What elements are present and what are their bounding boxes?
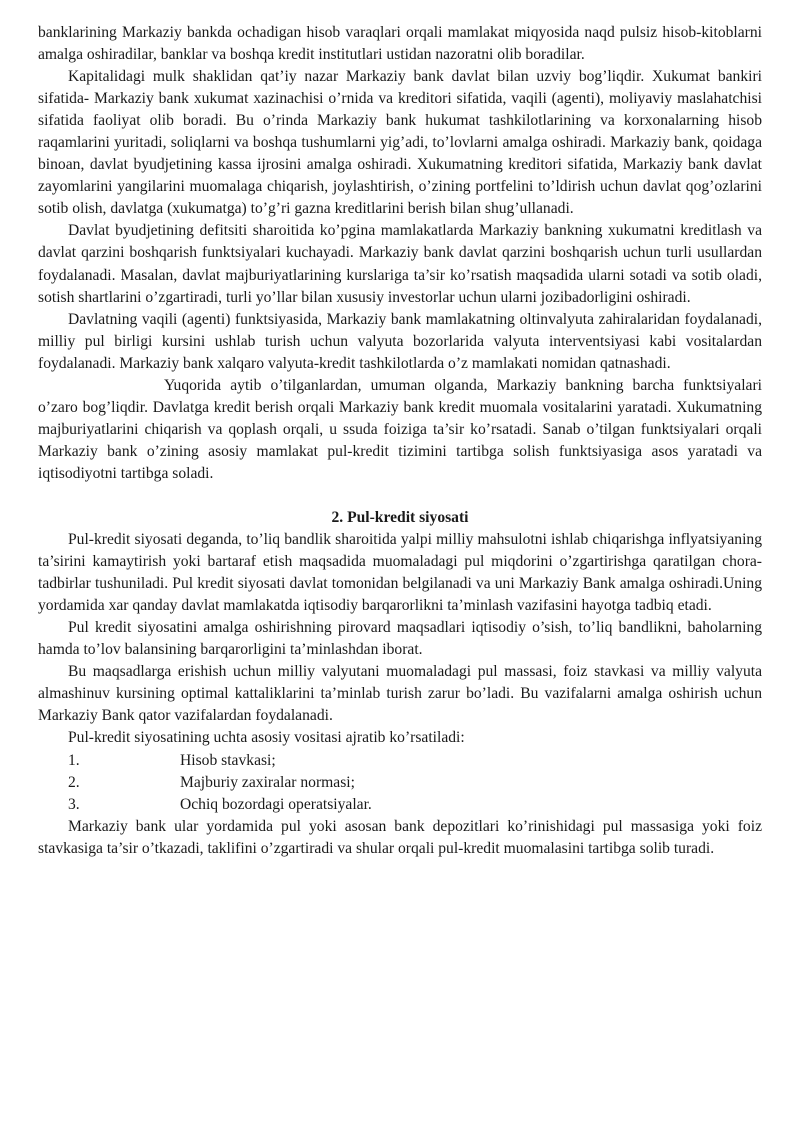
paragraph-monetary-policy-definition: Pul-kredit siyosati deganda, to’liq bandlik sharoitida yalpi milliy mahsulotni ishlab chiqarishga inflyatsiyaning ta’sirini kamaytirish yoki bartaraf etish maqsadida muomaladagi pul miqdorini o’zgartirishga qaratilgan chora-tadbirlar tushuniladi. Pul kredit siyosati davlat tomonidan belgilanadi va uni Markaziy Bank amalga oshiradi.Uning yordamida xar qanday davlat mamlakatda iqtisodiy barqarorlikni ta’minlash vazifasini hayotga tadbiq etadi. [38, 531, 762, 615]
document-page [38, 22, 762, 860]
paragraph-banks-accounts: banklarining Markaziy bankda ochadigan hisob varaqlari orqali mamlakat miqyosida naqd pulsiz hisob-kitoblarni amalga oshiradilar, banklar va boshqa kredit institutlari ustidan nazoratni olib boradilar. [38, 24, 762, 64]
paragraph-budget-deficit: Davlat byudjetining defitsiti sharoitida ko’pgina mamlakatlarda Markaziy bankning xukumatni kreditlash va davlat qarzini boshqarish funktsiyalari kuchayadi. Markaziy bank davlat qarzini boshqarish uchun turli usullardan foydalanadi. Masalan, davlat majburiyatlarining kurslariga ta’sir ko’rsatish maqsadida ularni sotadi va sotib oladi, sotish shartlarini o’zgartiradi, turli yo’llar bilan xususiy investorlar uchun ularni jozibadorligini oshiradi. [38, 222, 762, 306]
list-item-text: Ochiq bozordagi operatsiyalar. [180, 795, 372, 813]
paragraph-state-agent: Davlatning vaqili (agenti) funktsiyasida, Markaziy bank mamlakatning oltinvalyuta zahiralaridan foydalanadi, milliy pul birligi kursini ushlab turish uchun valyuta bozorlarida valyuta interventsiyasi kabi vositalardan foydalanadi. Markaziy bank xalqaro valyuta-kredit tashkilotlarda o’z mamlakati nomidan qatnashadi. [38, 310, 762, 372]
paragraph-closing: Markaziy bank ular yordamida pul yoki asosan bank depozitlari ko’rinishidagi pul massasiga yoki foiz stavkasiga ta’sir o’tkazadi, taklifini o’zgartiradi va shular orqali pul-kredit muomalasini tartibga solib turadi. [38, 817, 762, 857]
list-item [38, 772, 762, 794]
list-item [38, 794, 762, 816]
list-item-number: 2. [68, 773, 80, 791]
list-item-number: 3. [68, 795, 80, 813]
paragraph-state-relation: Kapitalidagi mulk shaklidan qat’iy nazar Markaziy bank davlat bilan uzviy bog’liqdir. Xukumat bankiri sifatida- Markaziy bank xukumat xazinachisi o’rnida va kreditori sifatida, vaqili (agenti), moliyaviy maslahatchisi sifatida faoliyat olib boradi. Bu o’rinda Markaziy bank hukumat tashkilotlarining va korxonalarning hisob raqamlarini yuritadi, soliqlarni va boshqa tushumlarni yig’adi, to’lovlarni amalga oshiradi. Markaziy bank, qoidaga binoan, davlat byudjetining kassa ijrosini amalga oshiradi. Xukumatning kreditori sifatida, Markaziy bank davlat zayomlarini yangilarini muomalaga chiqarish, joylashtirish, o’zining portfelini to’ldirish uchun davlat qog’ozlarini sotib olish, davlatga (xukumatga) to’g’ri gazna kreditlarini berish bilan shug’ullanadi. [38, 68, 762, 218]
list-item-number: 1. [68, 751, 80, 769]
list-item-text: Hisob stavkasi; [180, 751, 276, 769]
paragraph-policy-goals: Pul kredit siyosatini amalga oshirishning pirovard maqsadlari iqtisodiy o’sish, to’liq bandlikni, baholarning hamda to’lov balansining barqarorligini ta’minlashdan iborat. [38, 619, 762, 659]
list-item-text: Majburiy zaxiralar normasi; [180, 773, 355, 791]
paragraph-goal-achievement: Bu maqsadlarga erishish uchun milliy valyutani muomaladagi pul massasi, foiz stavkasi va milliy valyuta almashinuv kursining optimal kattaliklarini ta’minlab turish zarur bo’ladi. Bu vazifalarni amalga oshirish uchun Markaziy Bank qator vazifalardan foydalanadi. [38, 663, 762, 725]
section-heading: 2. Pul-kredit siyosati [331, 508, 469, 526]
paragraph-instruments-intro: Pul-kredit siyosatining uchta asosiy vositasi ajratib ko’rsatiladi: [68, 729, 465, 747]
list-item [38, 750, 762, 772]
paragraph-functions-summary: Yuqorida aytib o’tilganlardan, umuman olganda, Markaziy bankning barcha funktsiyalari o’zaro bog’liqdir. Davlatga kredit berish orqali Markaziy bank kredit muomala vositalarini yaratadi. Xukumatning majburiyatlarini chiqarish va qoplash orqali, u ssuda foiziga ta’sir ko’rsatadi. Sanab o’tilgan funktsiyalari orqali Markaziy bank o’zining asosiy mamlakat pul-kredit tizimini tartibga solish funktsiyasiga asos yaratadi va iqtisodiyotni tartibga soladi. [38, 376, 762, 482]
instruments-list [38, 750, 762, 816]
